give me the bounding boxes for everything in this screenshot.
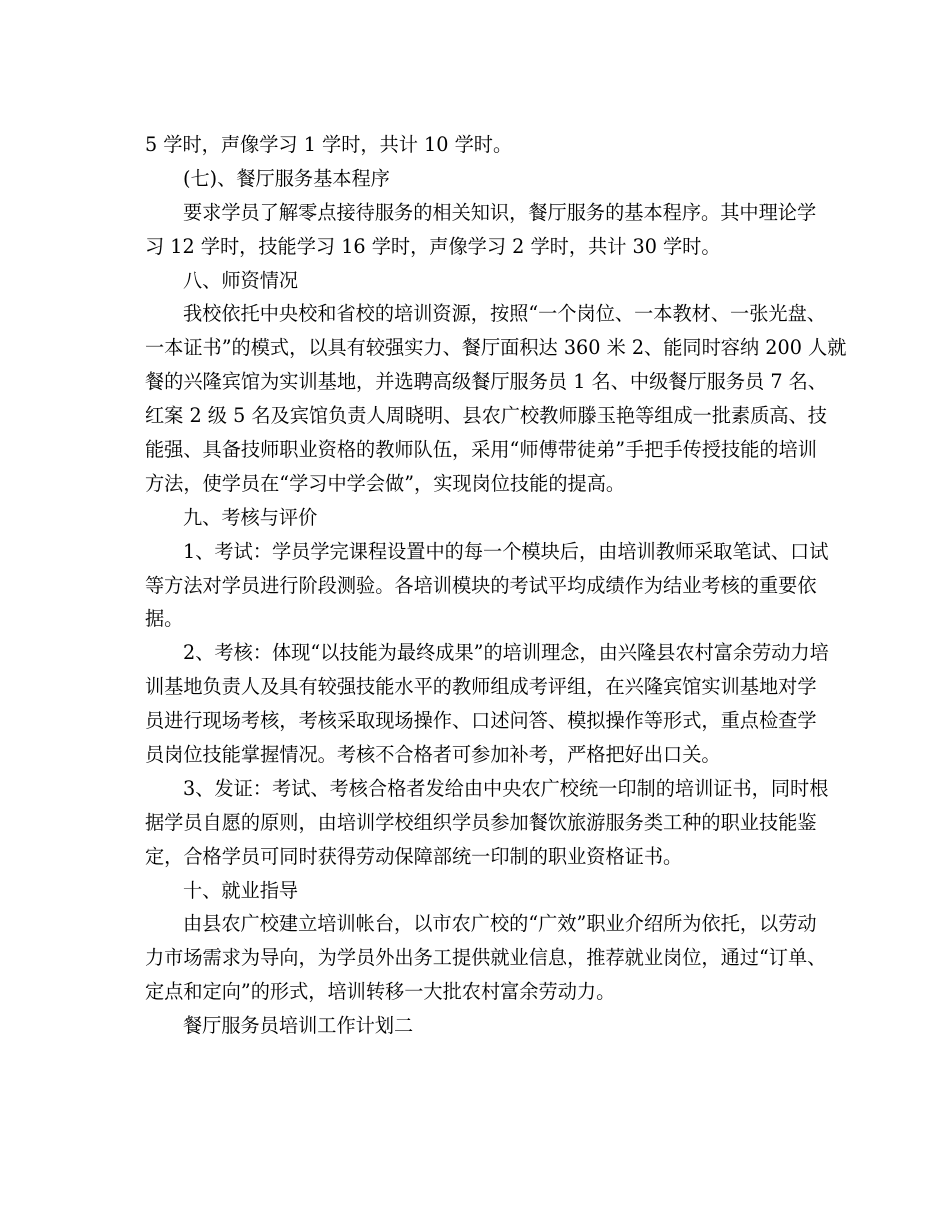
text-line: 2、考核：体现“以技能为最终成果”的培训理念，由兴隆县农村富余劳动力培 <box>183 641 829 665</box>
text-line: 要求学员了解零点接待服务的相关知识，餐厅服务的基本程序。其中理论学 <box>183 200 817 224</box>
text-line: 八、师资情况 <box>183 268 299 292</box>
text-line: 1、考试：学员学完课程设置中的每一个模块后，由培训教师采取笔试、口试 <box>183 539 829 563</box>
text-line: 等方法对学员进行阶段测验。各培训模块的考试平均成绩作为结业考核的重要依 <box>145 573 817 597</box>
text-line: 力市场需求为导向，为学员外出务工提供就业信息，推荐就业岗位，通过“订单、 <box>145 946 827 970</box>
text-line: 方法，使学员在“学习中学会做”，实现岗位技能的提高。 <box>145 471 626 495</box>
text-line: 据学员自愿的原则，由培训学校组织学员参加餐饮旅游服务类工种的职业技能鉴 <box>145 810 817 834</box>
text-line: 5 学时，声像学习 1 学时，共计 10 学时。 <box>145 133 513 156</box>
text-line: 我校依托中央校和省校的培训资源，按照“一个岗位、一本教材、一张光盘、 <box>183 302 826 326</box>
text-line: 一本证书”的模式，以具有较强实力、餐厅面积达 360 米 2、能同时容纳 200 人就 <box>145 336 847 360</box>
text-line: 餐的兴隆宾馆为实训基地，并选聘高级餐厅服务员 1 名、中级餐厅服务员 7 名、 <box>145 370 827 394</box>
text-line: (七)、餐厅服务基本程序 <box>183 166 390 190</box>
text-line: 十、就业指导 <box>183 878 299 902</box>
text-line: 员岗位技能掌握情况。考核不合格者可参加补考，严格把好出口关。 <box>145 743 721 767</box>
text-line: 由县农广校建立培训帐台，以市农广校的“广效”职业介绍所为依托，以劳动 <box>183 912 817 936</box>
text-line: 餐厅服务员培训工作计划二 <box>183 1014 414 1038</box>
text-line: 定点和定向”的形式，培训转移一大批农村富余劳动力。 <box>145 980 616 1004</box>
text-line: 红案 2 级 5 名及宾馆负责人周晓明、县农广校教师滕玉艳等组成一批素质高、技 <box>145 404 827 428</box>
text-line: 能强、具备技师职业资格的教师队伍，采用“师傅带徒弟”手把手传授技能的培训 <box>145 438 817 462</box>
text-line: 据。 <box>145 607 184 631</box>
document-body <box>145 128 847 1043</box>
text-line: 习 12 学时，技能学习 16 学时，声像学习 2 学时，共计 30 学时。 <box>145 234 721 258</box>
text-line: 员进行现场考核，考核采取现场操作、口述问答、模拟操作等形式，重点检查学 <box>145 709 817 733</box>
text-line: 九、考核与评价 <box>183 505 318 529</box>
text-line: 定，合格学员可同时获得劳动保障部统一印制的职业资格证书。 <box>145 844 683 868</box>
text-line: 3、发证：考试、考核合格者发给由中央农广校统一印制的培训证书，同时根 <box>183 776 829 800</box>
text-line: 训基地负责人及具有较强技能水平的教师组成考评组，在兴隆宾馆实训基地对学 <box>145 675 817 699</box>
